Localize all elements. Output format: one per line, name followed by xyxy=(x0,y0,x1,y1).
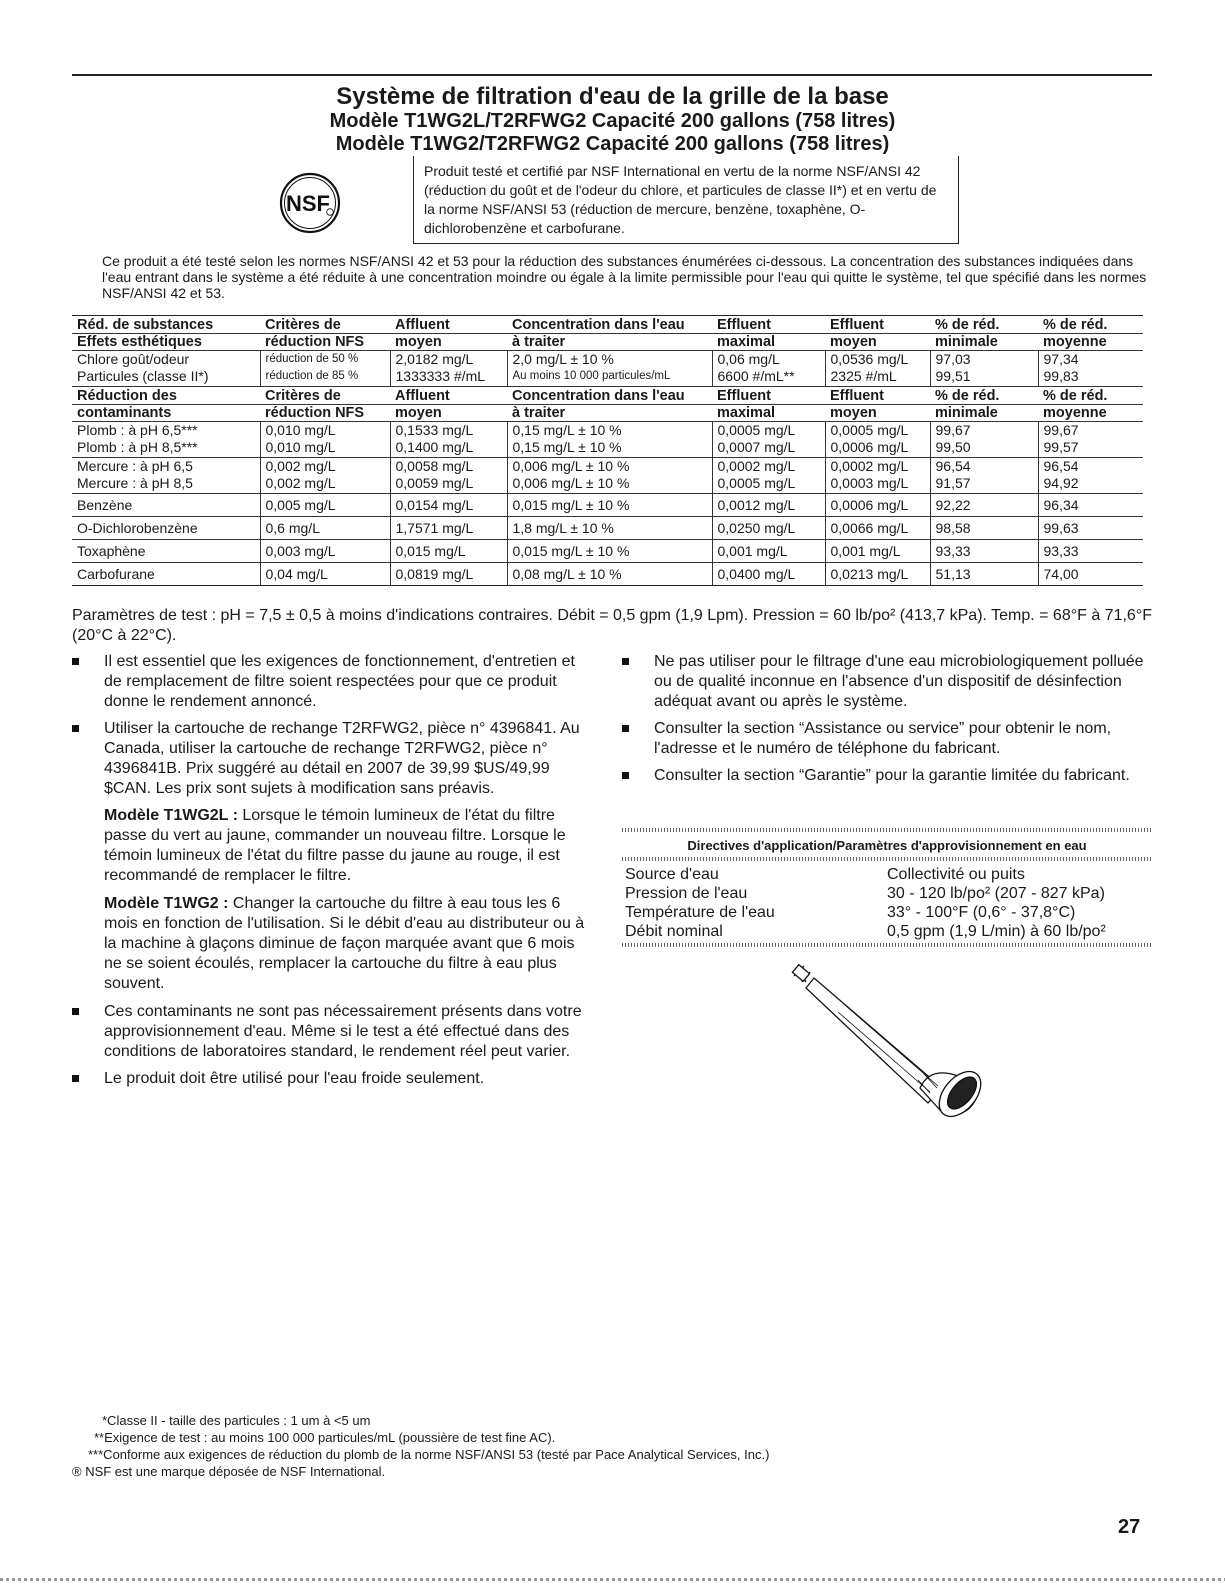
table-cell: Affluent xyxy=(390,316,507,334)
table-cell: Particules (classe II*) xyxy=(72,368,260,387)
test-parameters: Paramètres de test : pH = 7,5 ± 0,5 à moins d'indications contraires. Débit = 0,5 gpm (1,9 Lpm). Pression = 60 lb/po² (413,7 kPa). Temp. = 68°F à 71,6°F (20°C à 22°C). xyxy=(72,607,1152,644)
table-row xyxy=(72,422,1143,440)
table-cell: moyen xyxy=(825,334,930,351)
page-title: Système de filtration d'eau de la grille de la base xyxy=(336,83,889,110)
table-cell: moyen xyxy=(390,334,507,351)
list-item: Ne pas utiliser pour le filtrage d'une eau microbiologiquement polluée ou de qualité inconnue en l'absence d'un dispositif de désinfection adéquat avant ou après le système. xyxy=(622,652,1152,712)
list-item: Utiliser la cartouche de rechange T2RFWG2, pièce n° 4396841. Au Canada, utiliser la cartouche de rechange T2RFWG2, pièce n° 4396841B. Prix suggéré au détail en 2007 de 39,99 $US/49,99 $CAN. Les prix sont sujets à modification sans préavis. xyxy=(72,719,592,799)
bullet-icon xyxy=(72,1075,79,1082)
table-cell: 0,0066 mg/L xyxy=(825,517,930,540)
table-cell: 93,33 xyxy=(930,540,1038,563)
page-number: 27 xyxy=(1118,1516,1141,1538)
table-cell: Plomb : à pH 8,5*** xyxy=(72,439,260,458)
list-item: Consulter la section “Assistance ou service” pour obtenir le nom, l'adresse et le numéro de téléphone du fabricant. xyxy=(622,719,1152,759)
table-cell: 1333333 #/mL xyxy=(390,368,507,387)
table-cell: Toxaphène xyxy=(72,540,260,563)
table-cell: moyen xyxy=(825,405,930,422)
table-cell: Effluent xyxy=(712,387,825,405)
footnote: ***Conforme aux exigences de réduction du plomb de la norme NSF/ANSI 53 (testé par Pace Analytical Services, Inc.) xyxy=(88,1447,770,1462)
table-cell: 94,92 xyxy=(1038,475,1143,494)
table-cell: Plomb : à pH 6,5*** xyxy=(77,422,198,438)
intro-paragraph: Ce produit a été testé selon les normes NSF/ANSI 42 et 53 pour la réduction des substances énumérées ci-dessous. La concentration des substances indiquées dans l'eau entrant dans le système a été réduite à une concentration moindre ou égale à la limite permissible pour l'eau qui quitte le système, tel que spécifié dans les normes NSF/ANSI 42 et 53. xyxy=(102,253,1147,301)
table-cell: 0,0007 mg/L xyxy=(712,439,825,458)
top-rule xyxy=(72,74,1152,76)
table-cell: 0,0003 mg/L xyxy=(825,475,930,494)
model-t1wg2l-note: Modèle T1WG2L : Lorsque le témoin lumineux de l'état du filtre passe du vert au jaune, commander un nouveau filtre. Lorsque le témoin lumineux de l'état du filtre passe du jaune au rouge, il est recommandé de remplacer le filtre. xyxy=(104,807,566,884)
footnote: ® NSF est une marque déposée de NSF International. xyxy=(72,1464,386,1479)
table-cell: 99,83 xyxy=(1038,368,1143,387)
table-cell: 99,50 xyxy=(930,439,1038,458)
left-column xyxy=(72,652,592,1096)
table-row xyxy=(72,368,1143,387)
footnote: **Exigence de test : au moins 100 000 particules/mL (poussière de test fine AC). xyxy=(94,1430,556,1445)
table-cell: 0,015 mg/L ± 10 % xyxy=(507,540,712,563)
table-cell: Chlore goût/odeur xyxy=(77,351,190,367)
table-cell: réduction NFS xyxy=(260,405,390,422)
hatch-divider xyxy=(622,943,1152,947)
model-subtitle-2: Modèle T1WG2/T2RFWG2 Capacité 200 gallons (758 litres) xyxy=(335,133,890,155)
table-cell: Critères de xyxy=(260,316,390,334)
bullet-icon xyxy=(622,658,629,665)
table-cell: 0,010 mg/L xyxy=(260,422,390,440)
table-cell: 0,015 mg/L ± 10 % xyxy=(507,494,712,517)
table-cell: 0,1400 mg/L xyxy=(390,439,507,458)
table-cell: 0,001 mg/L xyxy=(712,540,825,563)
table-cell: 0,0005 mg/L xyxy=(825,422,930,440)
table-cell: 0,15 mg/L ± 10 % xyxy=(507,439,712,458)
table-cell: 99,63 xyxy=(1038,517,1143,540)
table-cell: 96,54 xyxy=(1038,458,1143,476)
table-cell: réduction de 85 % xyxy=(260,368,390,387)
bullet-icon xyxy=(72,1008,79,1015)
table-cell: 74,00 xyxy=(1038,563,1143,586)
table-cell: 51,13 xyxy=(930,563,1038,586)
table-cell: Effluent xyxy=(712,316,825,334)
table-cell: 0,1533 mg/L xyxy=(390,422,507,440)
model-subtitle-1: Modèle T1WG2L/T2RFWG2 Capacité 200 gallons (758 litres) xyxy=(329,110,896,132)
certification-box: Produit testé et certifié par NSF International en vertu de la norme NSF/ANSI 42 (réduction du goût et de l'odeur du chlore, et particules de classe II*) et en vertu de la norme NSF/ANSI 53 (réduction de mercure, benzène, toxaphène, O-dichlorobenzène et carbofurane. xyxy=(413,156,959,244)
table-cell: 0,15 mg/L ± 10 % xyxy=(507,422,712,440)
bullet-icon xyxy=(622,772,629,779)
water-filter-cartridge-image xyxy=(780,960,1020,1125)
table-cell: 0,0250 mg/L xyxy=(712,517,825,540)
table-cell: 2,0182 mg/L xyxy=(390,351,507,369)
table-cell: 0,006 mg/L ± 10 % xyxy=(507,475,712,494)
table-cell: à traiter xyxy=(507,405,712,422)
table-cell: 91,57 xyxy=(930,475,1038,494)
table-cell: 2325 #/mL xyxy=(825,368,930,387)
table-cell: 92,22 xyxy=(930,494,1038,517)
table-cell: Mercure : à pH 6,5 xyxy=(77,458,193,474)
table-cell: 0,08 mg/L ± 10 % xyxy=(507,563,712,586)
table-cell: contaminants xyxy=(72,405,260,422)
table-cell: 0,04 mg/L xyxy=(260,563,390,586)
list-item: Il est essentiel que les exigences de fonctionnement, d'entretien et de remplacement de filtre soient respectées pour que ce produit donne le rendement annoncé. xyxy=(72,652,592,712)
table-row xyxy=(72,334,1143,351)
bottom-rule xyxy=(0,1578,1225,1581)
table-cell: 0,0005 mg/L xyxy=(712,475,825,494)
directive-row: Pression de l'eau 30 - 120 lb/po² (207 - 827 kPa) xyxy=(625,885,1105,902)
footnote: *Classe II - taille des particules : 1 um à <5 um xyxy=(102,1413,371,1428)
bullet-icon xyxy=(72,725,79,732)
table-cell: 0,006 mg/L ± 10 % xyxy=(507,458,712,476)
table-cell: 1,7571 mg/L xyxy=(390,517,507,540)
table-cell: 0,0006 mg/L xyxy=(825,439,930,458)
table-cell: Benzène xyxy=(72,494,260,517)
table-cell: Critères de xyxy=(260,387,390,405)
table-cell: réduction NFS xyxy=(260,334,390,351)
directives-box xyxy=(622,828,1152,947)
table-cell: 0,06 mg/L xyxy=(712,351,825,369)
table-cell: 99,67 xyxy=(1038,422,1143,440)
list-item: Consulter la section “Garantie” pour la garantie limitée du fabricant. xyxy=(622,766,1152,786)
bullet-icon xyxy=(622,725,629,732)
nsf-logo-icon xyxy=(279,172,341,234)
table-cell: 97,34 xyxy=(1038,351,1143,369)
table-cell: minimale xyxy=(930,334,1038,351)
table-cell: 99,57 xyxy=(1038,439,1143,458)
directive-row: Débit nominal 0,5 gpm (1,9 L/min) à 60 lb/po² xyxy=(625,923,1106,940)
table-row xyxy=(72,540,1143,563)
table-cell: 6600 #/mL** xyxy=(712,368,825,387)
table-cell: Concentration dans l'eau xyxy=(507,387,712,405)
table-cell: 0,0058 mg/L xyxy=(390,458,507,476)
table-cell: % de réd. xyxy=(1038,316,1143,334)
table-cell: maximal xyxy=(712,405,825,422)
table-cell: maximal xyxy=(712,334,825,351)
table-row xyxy=(72,494,1143,517)
table-cell: Affluent xyxy=(390,387,507,405)
model-t1wg2-note: Modèle T1WG2 : Changer la cartouche du filtre à eau tous les 6 mois en fonction de l'utilisation. Si le débit d'eau au distributeur ou à la machine à glaçons diminue de façon marquée avant que 6 mois ne se soient écoulés, remplacer la cartouche du filtre à eau plus souvent. xyxy=(104,895,585,992)
table-row xyxy=(72,517,1143,540)
table-cell: 0,005 mg/L xyxy=(260,494,390,517)
table-cell: O-Dichlorobenzène xyxy=(72,517,260,540)
table-row xyxy=(72,387,1143,405)
table-cell: 97,03 xyxy=(930,351,1038,369)
table-cell: 99,67 xyxy=(930,422,1038,440)
table-cell: moyenne xyxy=(1038,405,1143,422)
table-cell: 96,34 xyxy=(1038,494,1143,517)
table-row xyxy=(72,475,1143,494)
table-cell: Au moins 10 000 particules/mL xyxy=(507,368,712,387)
table-cell: 1,8 mg/L ± 10 % xyxy=(507,517,712,540)
table-cell: Effluent xyxy=(825,387,930,405)
table-row xyxy=(72,563,1143,586)
table-cell: Réd. de substances xyxy=(72,316,260,334)
table-cell: 0,0536 mg/L xyxy=(825,351,930,369)
directive-row: Source d'eau Collectivité ou puits xyxy=(625,866,1025,883)
table-cell: 0,0819 mg/L xyxy=(390,563,507,586)
list-item: Le produit doit être utilisé pour l'eau froide seulement. xyxy=(72,1069,592,1089)
table-cell: 0,0012 mg/L xyxy=(712,494,825,517)
table-cell: % de réd. xyxy=(1038,387,1143,405)
table-cell: 0,6 mg/L xyxy=(260,517,390,540)
directives-title: Directives d'application/Paramètres d'approvisionnement en eau xyxy=(687,838,1087,853)
table-row xyxy=(72,316,1143,334)
table-row xyxy=(72,405,1143,422)
table-cell: 0,015 mg/L xyxy=(390,540,507,563)
right-column xyxy=(622,652,1152,793)
table-cell: 0,002 mg/L xyxy=(260,458,390,476)
table-cell: 0,0006 mg/L xyxy=(825,494,930,517)
table-cell: 0,0005 mg/L xyxy=(712,422,825,440)
table-cell: 0,0400 mg/L xyxy=(712,563,825,586)
table-cell: minimale xyxy=(930,405,1038,422)
table-row xyxy=(72,458,1143,476)
table-cell: 0,0213 mg/L xyxy=(825,563,930,586)
table-cell: Effluent xyxy=(825,316,930,334)
table-cell: 0,003 mg/L xyxy=(260,540,390,563)
table-cell: 99,51 xyxy=(930,368,1038,387)
table-cell: Effets esthétiques xyxy=(72,334,260,351)
footnotes xyxy=(72,1412,769,1480)
list-item: Ces contaminants ne sont pas nécessairement présents dans votre approvisionnement d'eau. Même si le test a été effectué dans des conditions de laboratoires standard, le rendement réel peut varier. xyxy=(72,1002,592,1062)
directive-row: Température de l'eau 33° - 100°F (0,6° - 37,8°C) xyxy=(625,904,1076,921)
table-cell: Concentration dans l'eau xyxy=(507,316,712,334)
table-cell: 93,33 xyxy=(1038,540,1143,563)
table-cell: 2,0 mg/L ± 10 % xyxy=(507,351,712,369)
table-cell: Mercure : à pH 8,5 xyxy=(72,475,260,494)
table-cell: moyenne xyxy=(1038,334,1143,351)
table-cell: Réduction des xyxy=(72,387,260,405)
table-row xyxy=(72,351,1143,369)
table-row xyxy=(72,439,1143,458)
table-cell: % de réd. xyxy=(930,387,1038,405)
table-cell: 98,58 xyxy=(930,517,1038,540)
table-cell: 0,0002 mg/L xyxy=(825,458,930,476)
nsf-logo-text: NSF xyxy=(286,191,330,216)
table-cell: à traiter xyxy=(507,334,712,351)
table-cell: % de réd. xyxy=(930,316,1038,334)
table-cell: 0,001 mg/L xyxy=(825,540,930,563)
table-cell: 0,002 mg/L xyxy=(260,475,390,494)
table-cell: réduction de 50 % xyxy=(260,351,390,369)
table-cell: 96,54 xyxy=(930,458,1038,476)
table-cell: 0,0154 mg/L xyxy=(390,494,507,517)
table-cell: 0,0002 mg/L xyxy=(712,458,825,476)
bullet-icon xyxy=(72,658,79,665)
table-cell: 0,0059 mg/L xyxy=(390,475,507,494)
performance-table xyxy=(72,315,1143,586)
table-cell: 0,010 mg/L xyxy=(260,439,390,458)
table-cell: Carbofurane xyxy=(72,563,260,586)
table-cell: moyen xyxy=(390,405,507,422)
